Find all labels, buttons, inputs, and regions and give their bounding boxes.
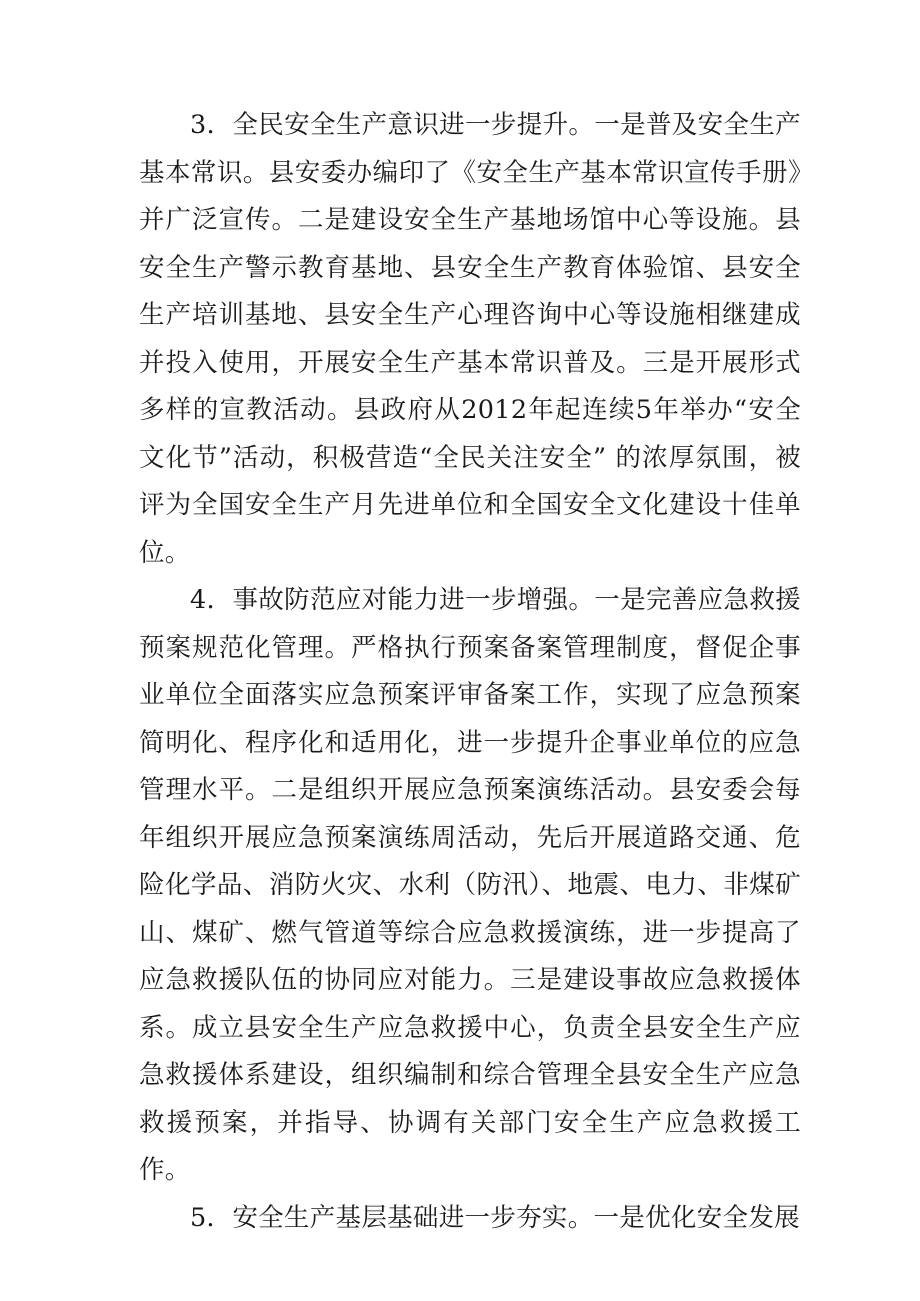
paragraph-3: 3．全民安全生产意识进一步提升。一是普及安全生产基本常识。县安委办编印了《安全生产基本常识宣传手册》并广泛宣传。二是建设安全生产基地场馆中心等设施。县安全生产警示教育基地、县安全生产教育体验馆、县安全生产培训基地、县安全生产心理咨询中心等设施相继建成并投入使用，开展安全生产基本常识普及。三是开展形式多样的宣教活动。县政府从2012年起连续5年举办“安全文化节”活动，积极营造“全民关注安全” 的浓厚氛围，被评为全国安全生产月先进单位和全国安全文化建设十佳单位。	[139, 110, 801, 568]
paragraph-4: 4．事故防范应对能力进一步增强。一是完善应急救援预案规范化管理。严格执行预案备案管理制度，督促企事业单位全面落实应急预案评审备案工作，实现了应急预案简明化、程序化和适用化，进一步提升企事业单位的应急管理水平。二是组织开展应急预案演练活动。县安委会每年组织开展应急预案演练周活动，先后开展道路交通、危险化学品、消防火灾、水利（防汛）、地震、电力、非煤矿山、煤矿、燃气管道等综合应急救援演练，进一步提高了应急救援队伍的协同应对能力。三是建设事故应急救援体系。成立县安全生产应急救援中心，负责全县安全生产应急救援体系建设，组织编制和综合管理全县安全生产应急救援预案，并指导、协调有关部门安全生产应急救援工作。	[139, 585, 801, 1185]
paragraph-5: 5．安全生产基层基础进一步夯实。一是优化安全发展	[190, 1202, 800, 1233]
document-body	[139, 102, 801, 1242]
